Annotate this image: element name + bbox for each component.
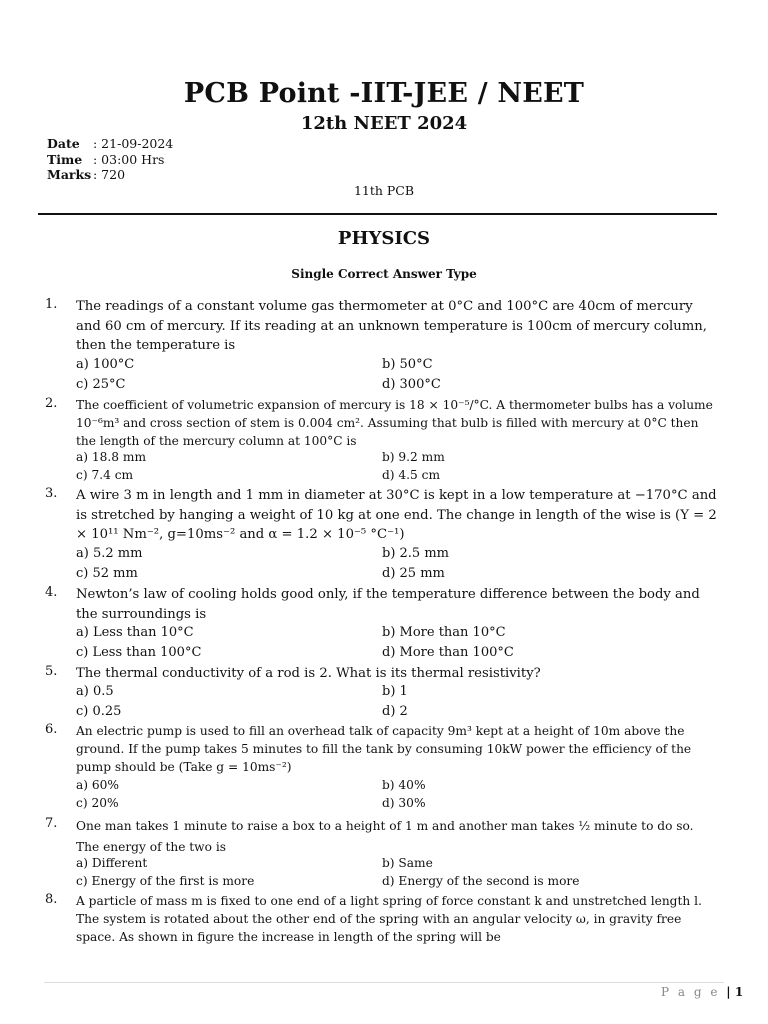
option-a: a) 5.2 mm (76, 546, 143, 561)
header-divider (38, 213, 717, 215)
option-b: b) 1 (382, 684, 408, 699)
option-a: a) Different (76, 856, 148, 870)
question-text: One man takes 1 minute to raise a box to a height of 1 m and another man takes ½ minute to do so. The energy of the two is (76, 819, 694, 854)
option-d: d) 30% (382, 796, 426, 810)
option-a: a) 18.8 mm (76, 450, 147, 464)
option-c: c) 52 mm (76, 566, 138, 581)
question-text: A wire 3 m in length and 1 mm in diameter at 30°C is kept in a low temperature at −170°C and is stretched by hanging a weight of 10 kg at one end. The change in length of the wise is (Y = 2 × 10¹¹ Nm⁻², g=10ms⁻² and α = 1.2 × 10⁻⁵ °C⁻¹) (76, 488, 717, 542)
question-text: The readings of a constant volume gas thermometer at 0°C and 100°C are 40cm of mercury and 60 cm of mercury. If its reading at an unknown temperature is 100cm of mercury column, then the temperature is (76, 299, 707, 353)
question-number: 2. (45, 396, 58, 411)
option-c: c) 20% (76, 796, 119, 810)
question-number: 3. (45, 486, 58, 501)
date-label: Date (47, 136, 80, 151)
option-c: c) Less than 100°C (76, 645, 202, 660)
option-b: b) 50°C (382, 357, 433, 372)
option-d: d) 4.5 cm (382, 468, 441, 482)
option-c: c) 0.25 (76, 704, 122, 719)
page-label: P a g e (661, 985, 720, 999)
question-number: 7. (45, 816, 58, 831)
date-value: : 21-09-2024 (93, 136, 174, 151)
question-number: 1. (45, 297, 58, 312)
question-text: The coefficient of volumetric expansion of mercury is 18 × 10⁻⁵/°C. A thermometer bulbs has a volume 10⁻⁶m³ and cross section of stem is 0.004 cm². Assuming that bulb is filled with mercury at 0°C then the length of the mercury column at 100°C is (76, 398, 713, 448)
option-b: b) 40% (382, 778, 426, 792)
exam-title: PCB Point -IIT-JEE / NEET (183, 78, 585, 109)
date-row (47, 136, 173, 152)
option-d: d) 25 mm (382, 566, 445, 581)
option-b: b) 2.5 mm (382, 546, 449, 561)
marks-row (47, 167, 173, 183)
option-b: b) 9.2 mm (382, 450, 445, 464)
section-title: PHYSICS (337, 228, 431, 249)
class-line: 11th PCB (353, 183, 415, 198)
question-number: 6. (45, 722, 58, 737)
answer-type-heading: Single Correct Answer Type (291, 267, 477, 281)
option-b: b) More than 10°C (382, 625, 506, 640)
footer-divider (44, 982, 724, 983)
exam-meta (47, 136, 173, 183)
page-footer (661, 985, 743, 999)
marks-value: : 720 (93, 167, 126, 182)
time-value: : 03:00 Hrs (93, 151, 165, 167)
option-c: c) 7.4 cm (76, 468, 134, 482)
option-d: d) 300°C (382, 377, 441, 392)
option-d: d) Energy of the second is more (382, 874, 580, 888)
time-row (47, 152, 173, 168)
question-text: The thermal conductivity of a rod is 2. What is its thermal resistivity? (76, 666, 541, 681)
question-number: 8. (45, 892, 58, 907)
time-label: Time (47, 151, 83, 167)
option-c: c) Energy of the first is more (76, 874, 255, 888)
question-number: 4. (45, 585, 58, 600)
option-b: b) Same (382, 856, 433, 870)
page-number: | 1 (726, 985, 744, 999)
marks-label: Marks (47, 167, 92, 182)
question-number: 5. (45, 664, 58, 679)
option-a: a) 100°C (76, 357, 135, 372)
option-a: a) Less than 10°C (76, 625, 194, 640)
exam-subtitle: 12th NEET 2024 (300, 113, 468, 134)
option-d: d) 2 (382, 704, 408, 719)
question-text: A particle of mass m is fixed to one end of a light spring of force constant k and unstretched length l. The system is rotated about the other end of the spring with an angular velocity ω, in gravity free space. As shown in figure the increase in length of the spring will be (76, 894, 702, 944)
option-a: a) 0.5 (76, 684, 114, 699)
option-c: c) 25°C (76, 377, 126, 392)
option-a: a) 60% (76, 778, 119, 792)
question-text: Newton’s law of cooling holds good only, if the temperature difference between the body and the surroundings is (76, 587, 700, 622)
option-d: d) More than 100°C (382, 645, 514, 660)
question-text: An electric pump is used to fill an overhead talk of capacity 9m³ kept at a height of 10m above the ground. If the pump takes 5 minutes to fill the tank by consuming 10kW power the efficiency of the pump should be (Take g = 10ms⁻²) (76, 724, 692, 774)
